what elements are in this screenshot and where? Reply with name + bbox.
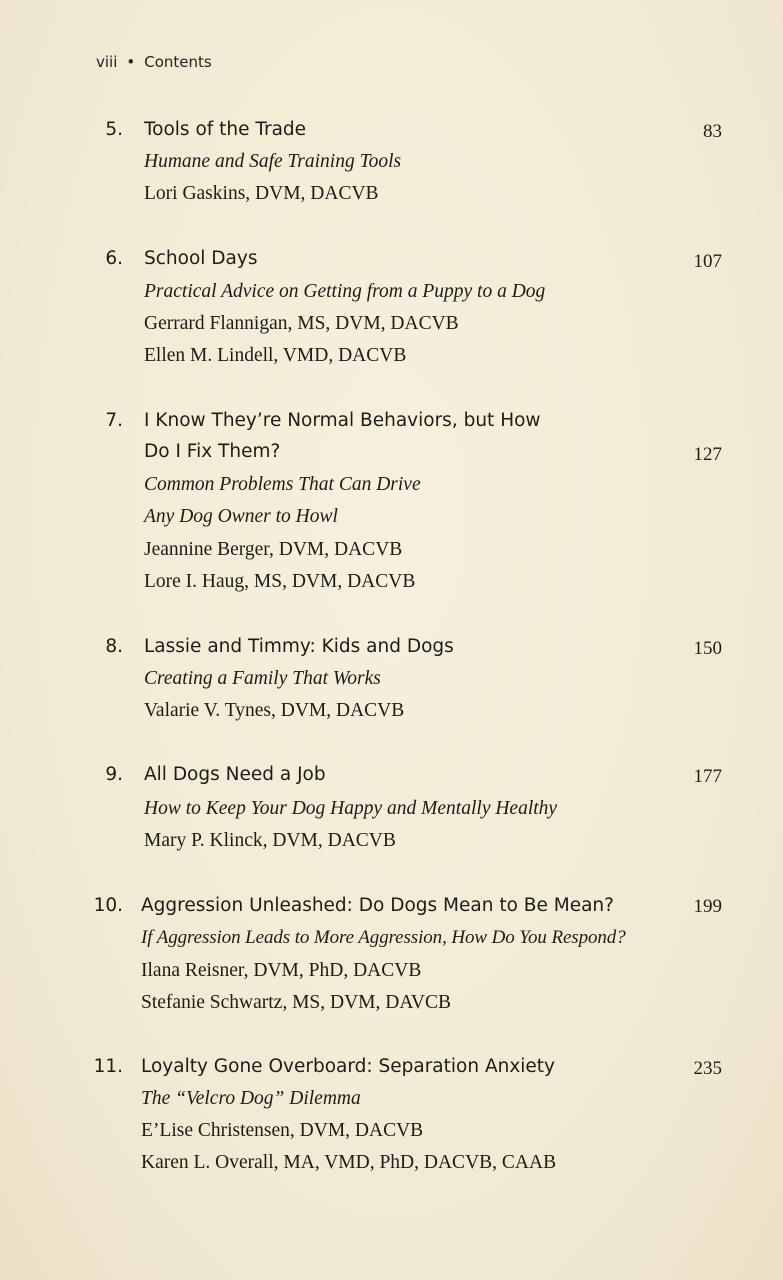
chapter-subtitle: Practical Advice on Getting from a Puppy to a Dog [144,281,546,302]
chapter-number: 5. [105,119,123,140]
chapter-number: 7. [105,410,123,431]
chapter-title: I Know They’re Normal Behaviors, but How [144,410,541,431]
chapter-title: Lassie and Timmy: Kids and Dogs [144,636,454,657]
chapter-title: Loyalty Gone Overboard: Separation Anxiety [141,1056,556,1077]
chapter-title: Aggression Unleashed: Do Dogs Mean to Be Mean? [141,895,614,916]
chapter-author: Stefanie Schwartz, MS, DVM, DAVCB [141,992,452,1013]
chapter-author: Lori Gaskins, DVM, DACVB [144,183,379,204]
chapter-author: Lore I. Haug, MS, DVM, DACVB [144,571,416,592]
chapter-subtitle: Creating a Family That Works [144,668,381,689]
page-number: 177 [693,766,722,787]
chapter-number: 8. [105,636,123,657]
chapter-author: Ilana Reisner, DVM, PhD, DACVB [141,960,422,981]
chapter-author: Karen L. Overall, MA, VMD, PhD, DACVB, CAAB [141,1152,557,1173]
chapter-author: Mary P. Klinck, DVM, DACVB [144,830,396,851]
page-number: 150 [693,638,722,659]
running-head-separator: • [126,53,136,71]
chapter-number: 6. [105,248,123,269]
chapter-subtitle: Common Problems That Can Drive [144,474,421,495]
page-number: 199 [693,896,722,917]
running-head-page: viii [96,53,118,71]
page-number: 107 [693,251,722,272]
running-head-section: Contents [144,53,212,71]
chapter-subtitle: How to Keep Your Dog Happy and Mentally Healthy [144,798,558,819]
chapter-author: Gerrard Flannigan, MS, DVM, DACVB [144,313,459,334]
page-number: 127 [693,444,722,465]
page-number: 83 [703,121,722,142]
chapter-subtitle: Humane and Safe Training Tools [144,151,402,172]
chapter-number: 11. [93,1056,123,1077]
page-number: 235 [693,1058,722,1079]
chapter-title-continued: Do I Fix Them? [144,441,281,462]
chapter-title: Tools of the Trade [144,119,307,140]
chapter-author: Ellen M. Lindell, VMD, DACVB [144,345,407,366]
chapter-subtitle: If Aggression Leads to More Aggression, How Do You Respond? [141,927,626,948]
chapter-number: 10. [93,895,123,916]
chapter-title: School Days [144,248,258,269]
chapter-subtitle-continued: Any Dog Owner to Howl [144,506,338,527]
chapter-author: Jeannine Berger, DVM, DACVB [144,539,403,560]
chapter-number: 9. [105,764,123,785]
chapter-author: Valarie V. Tynes, DVM, DACVB [144,700,405,721]
running-head [96,53,212,71]
chapter-subtitle: The “Velcro Dog” Dilemma [141,1088,361,1109]
chapter-title: All Dogs Need a Job [144,764,326,785]
chapter-author: E’Lise Christensen, DVM, DACVB [141,1120,424,1141]
